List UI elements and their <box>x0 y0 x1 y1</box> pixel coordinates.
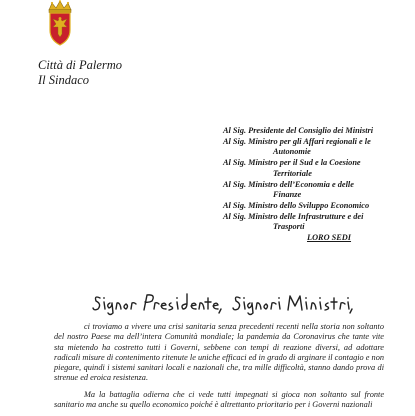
addressee-block <box>223 126 408 244</box>
body-paragraph: ci troviamo a vivere una crisi sanitaria senza precedenti recenti nella storia non soltanto del nostro Paese ma dell’intera Comunità mondiale; la pandemia da Coronavirus che tante vite sta mietendo ha costretto tutti i Governi, sebbene con tempi di reazione diversi, ad adottare radicali misure di contenimento ritenute le uniche efficaci ed in grado di arginare il contagio e non piegare, quindi i sistemi sanitari locali e nazionali che, tra mille difficoltà, stanno dando prova di strenue ed eroica resistenza. <box>54 322 384 383</box>
body-paragraph: Ma la battaglia odierna che ci vede tutti impegnati si gioca non soltanto sul fronte sanitario ma anche su quello economico poiché è altrettanto prioritario per i Governi nazionali <box>54 389 384 410</box>
letter-body <box>54 322 384 416</box>
recipient-continuation: Territoriale <box>273 168 312 178</box>
recipient-first-line: Al Sig. Ministro per gli Affari regionali e le <box>223 136 371 146</box>
recipient-line <box>223 212 408 233</box>
recipient-continuation: Trasporti <box>273 222 305 232</box>
recipient-continuation: Finanze <box>273 190 302 200</box>
recipient-first-line: Al Sig. Presidente del Consiglio dei Ministri <box>223 126 374 135</box>
letterhead-title <box>38 58 122 87</box>
recipient-line <box>223 158 408 179</box>
recipient-first-line: Al Sig. Ministro dello Sviluppo Economico <box>223 200 370 210</box>
city-name: Città di Palermo <box>38 58 123 72</box>
recipient-continuation: Autonomie <box>273 147 311 157</box>
recipient-first-line: Al Sig. Ministro dell’Economia e delle <box>223 179 354 189</box>
recipient-first-line: Al Sig. Ministro delle Infrastrutture e dei <box>223 211 364 221</box>
office-name: Il Sindaco <box>38 72 90 87</box>
recipient-line <box>223 126 408 137</box>
recipient-first-line: Al Sig. Ministro per il Sud e la Coesione <box>223 158 361 168</box>
handwritten-greeting <box>92 289 362 315</box>
recipient-line <box>223 137 408 158</box>
palermo-coat-of-arms-icon <box>45 0 75 46</box>
loro-sedi-label: LORO SEDI <box>307 233 352 243</box>
recipient-line <box>223 180 408 201</box>
recipient-line <box>223 201 408 212</box>
